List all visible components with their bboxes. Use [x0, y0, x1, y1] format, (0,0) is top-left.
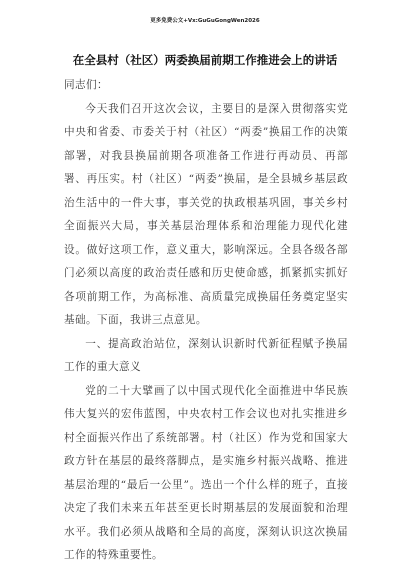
- body-paragraph: 党的二十大擘画了以中国式现代化全面推进中华民族伟大复兴的宏伟蓝图，中央农村工作会议也对扎实推进乡村全面振兴作出了系统部署。村（社区）作为党和国家大政方针在基层的最终落脚点，是实施乡村振兴战略、推进基层治理的“最后一公里”。选出一个什么样的班子，直接决定了我们未来五年甚至更长时期基层的发展面貌和治理水平。我们必须从战略和全局的高度，深刻认识这次换届工作的特殊重要性。: [64, 384, 348, 561]
- header-note: 更多免费公文+Vx:GuGuGongWen2026: [150, 18, 260, 24]
- document-title: 在全县村（社区）两委换届前期工作推进会上的讲话: [72, 53, 338, 67]
- salutation: 同志们：: [64, 79, 108, 91]
- document-body: [64, 74, 348, 568]
- section-heading: 一、提高政治站位，深刻认识新时代新征程赋予换届工作的重大意义: [64, 337, 348, 373]
- body-paragraph: 今天我们召开这次会议，主要目的是深入贯彻落实党中央和省委、市委关于村（社区）“两委”换届工作的决策部署，对我县换届前期各项准备工作进行再动员、再部署、再压实。村（社区）“两委”换届，是全县城乡基层政治生活中的一件大事，事关党的执政根基巩固，事关乡村全面振兴大局，事关基层治理体系和治理能力现代化建设。做好这项工作，意义重大，影响深远。全县各级各部门必须以高度的政治责任感和历史使命感，抓紧抓实抓好各项前期工作，为高标准、高质量完成换届任务奠定坚实基础。下面，我讲三点意见。: [64, 102, 348, 326]
